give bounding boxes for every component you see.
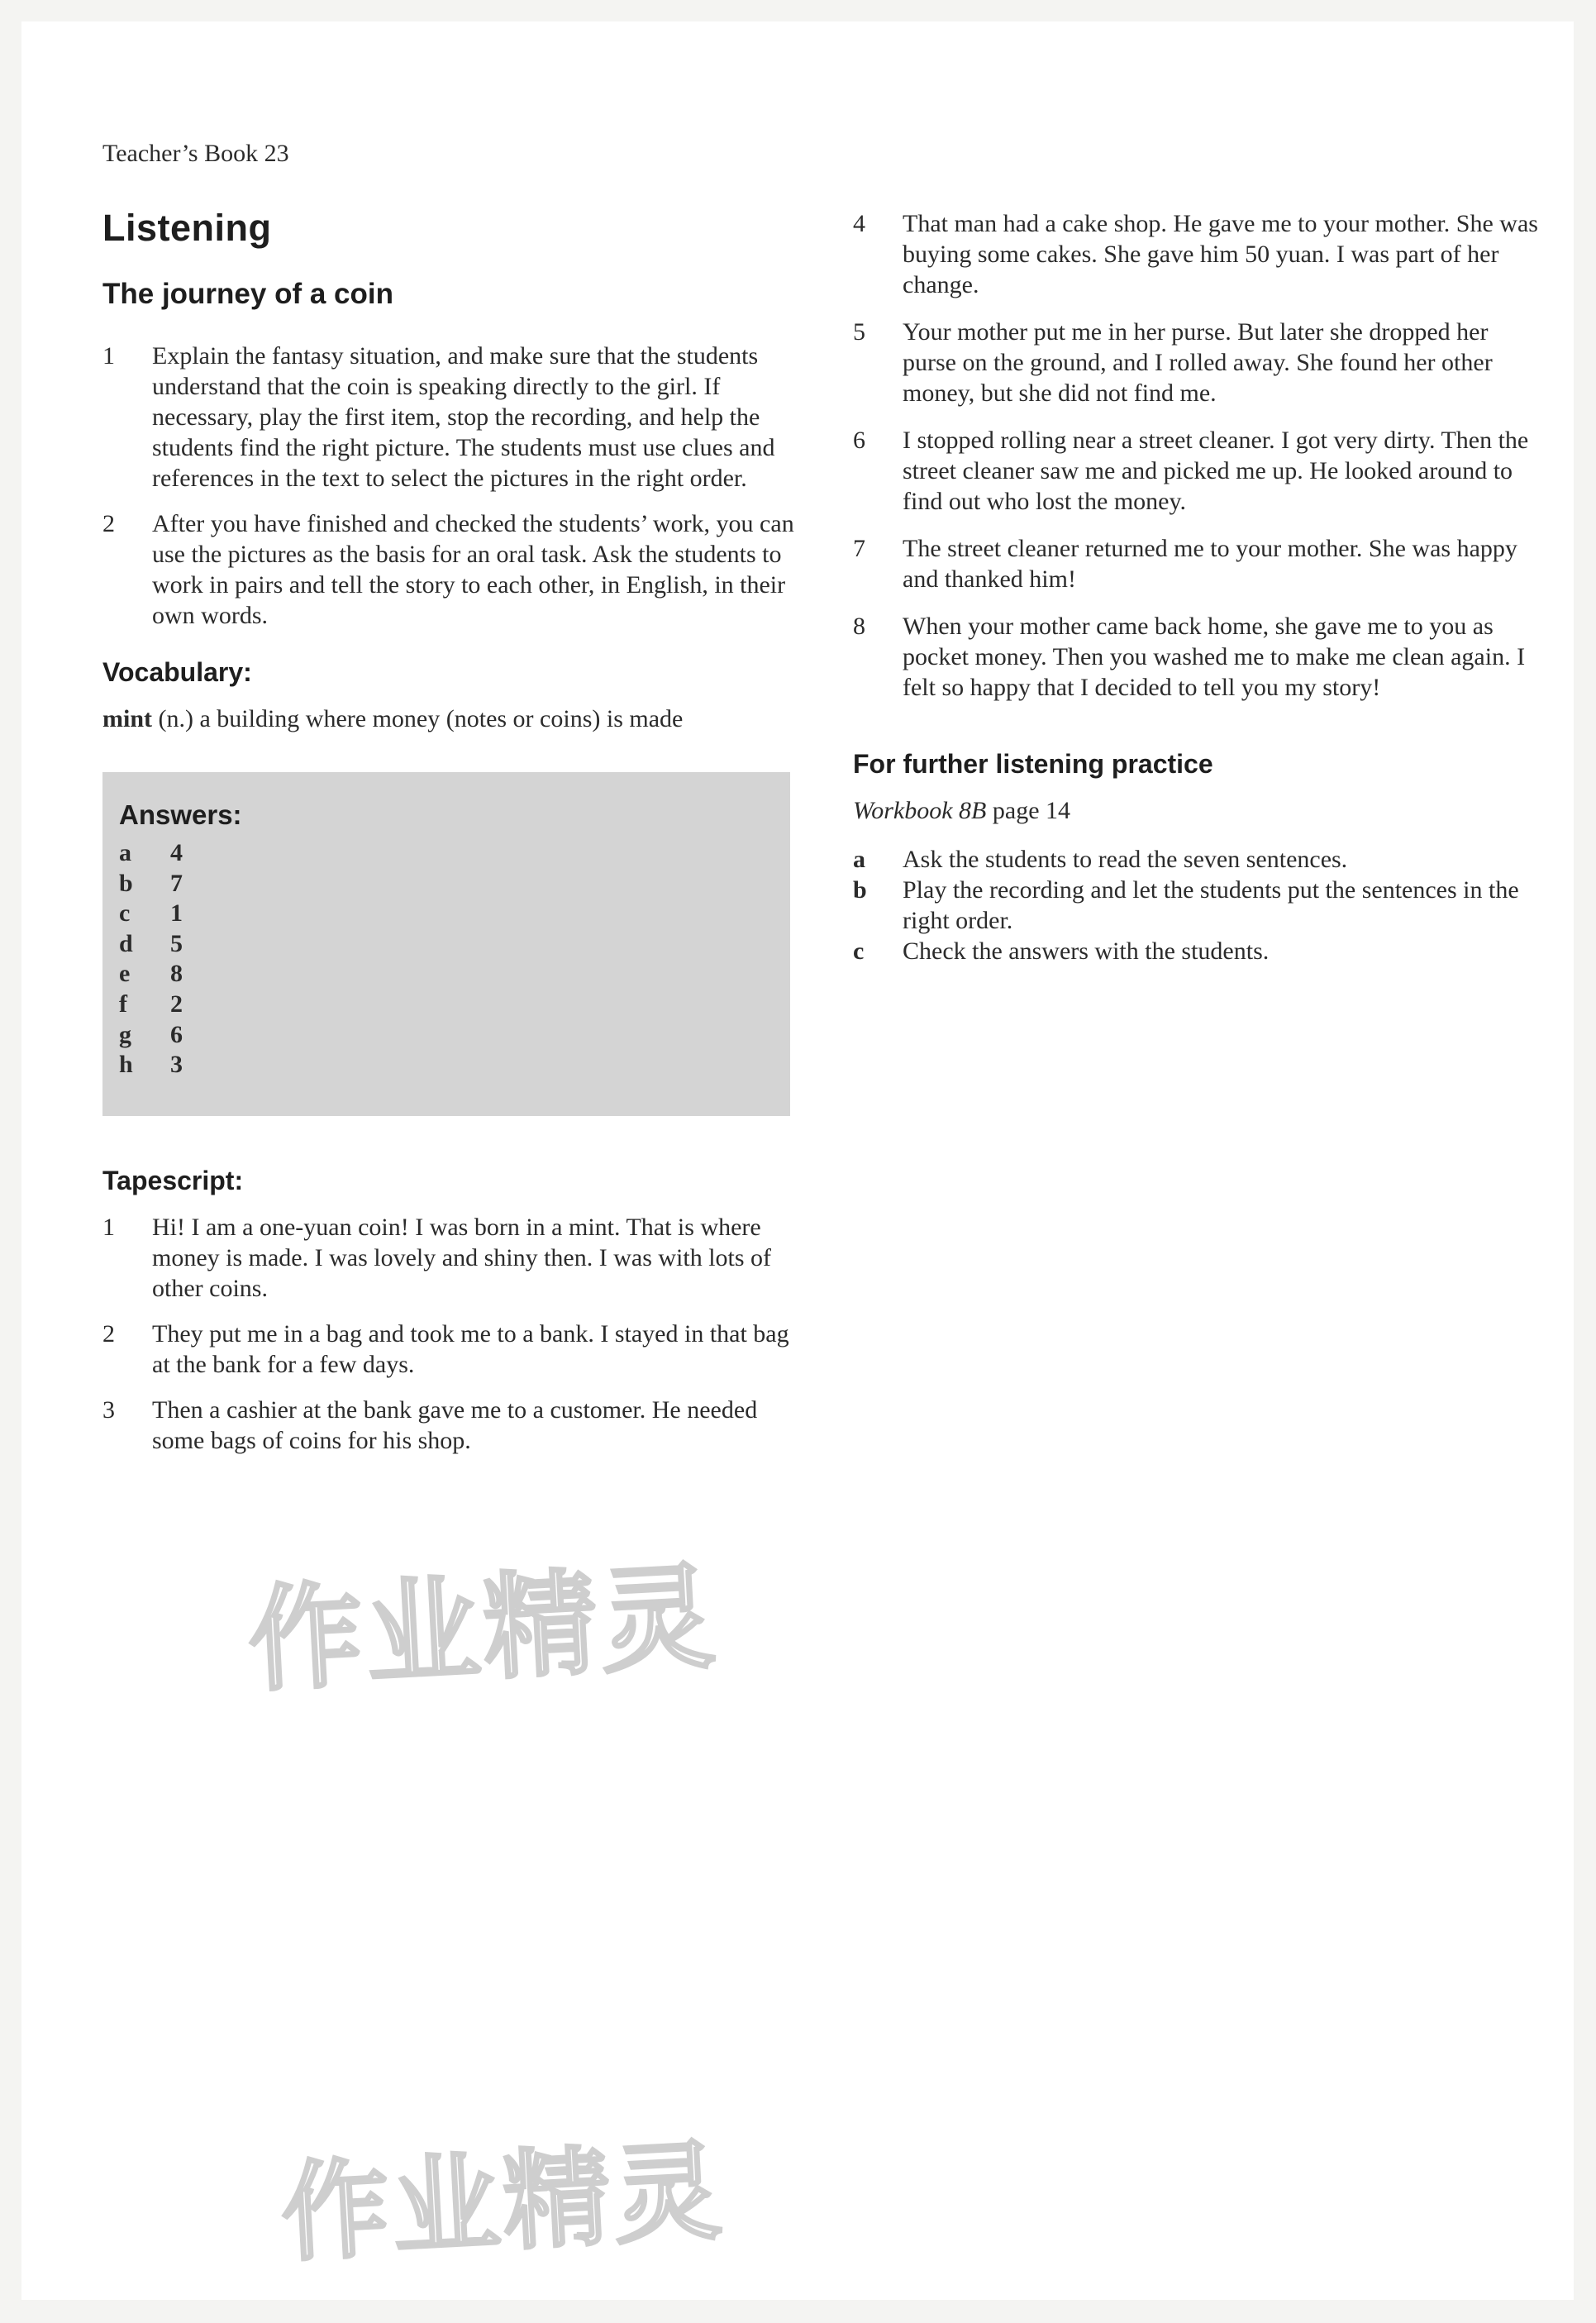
answer-row	[119, 869, 183, 899]
further-practice-item	[853, 875, 1547, 936]
journey-heading: The journey of a coin	[102, 278, 393, 310]
instruction-item	[102, 341, 797, 494]
instruction-number: 1	[102, 342, 115, 370]
answer-value: 8	[170, 960, 183, 988]
tapescript-text: That man had a cake shop. He gave me to your mother. She was buying some cakes. She gave him 50 yuan. I was part of her change.	[903, 210, 1538, 298]
answer-row	[119, 838, 183, 869]
answers-box	[102, 772, 790, 1116]
tapescript-text: Then a cashier at the bank gave me to a customer. He needed some bags of coins for his shop.	[152, 1396, 758, 1454]
answer-value: 4	[170, 839, 183, 866]
further-practice-letter: b	[853, 876, 867, 904]
tapescript-text: The street cleaner returned me to your mother. She was happy and thanked him!	[903, 535, 1517, 593]
tapescript-list-right	[853, 208, 1547, 703]
answers-title: Answers:	[119, 799, 242, 830]
answer-row	[119, 990, 183, 1020]
vocabulary-definition: (n.) a building where money (notes or coins) is made	[152, 705, 684, 732]
answer-letter: f	[119, 990, 127, 1018]
listening-heading: Listening	[102, 207, 272, 249]
answers-list	[119, 838, 183, 1080]
further-practice-letter: a	[853, 846, 865, 873]
instruction-text: Explain the fantasy situation, and make sure that the students understand that the coin is speaking directly to the girl. If necessary, play the first item, stop the recording, and help the students find the right picture. The students must use clues and references in the text to select the pictures in the right order.	[152, 342, 775, 492]
instruction-number: 2	[102, 510, 115, 537]
tapescript-list-left	[102, 1212, 797, 1456]
answer-row	[119, 959, 183, 990]
answer-letter: a	[119, 839, 131, 866]
vocabulary-word: mint	[102, 705, 152, 732]
tapescript-item	[102, 1212, 797, 1304]
tapescript-section	[102, 1164, 797, 1456]
vocabulary-entry	[102, 704, 797, 734]
watermark: 作业精灵	[278, 2128, 728, 2277]
answer-value: 5	[170, 929, 183, 957]
tapescript-heading: Tapescript:	[102, 1166, 244, 1195]
answer-value: 2	[170, 990, 183, 1018]
tapescript-text: Your mother put me in her purse. But later she dropped her purse on the ground, and I rolled away. She found her other money, but she did not find me.	[903, 318, 1493, 407]
answer-letter: h	[119, 1051, 133, 1079]
tapescript-item	[853, 425, 1547, 517]
further-practice-letter: c	[853, 937, 865, 965]
answer-row	[119, 899, 183, 929]
tapescript-text: When your mother came back home, she gave me to you as pocket money. Then you washed me to make me clean again. I felt so happy that I decided to tell you my story!	[903, 613, 1526, 701]
tapescript-text: They put me in a bag and took me to a bank. I stayed in that bag at the bank for a few days.	[152, 1320, 789, 1378]
watermark: 作业精灵	[245, 1550, 722, 1708]
answer-letter: g	[119, 1020, 131, 1048]
tapescript-number: 3	[102, 1396, 115, 1424]
workbook-reference	[853, 795, 1547, 826]
tapescript-number: 7	[853, 535, 865, 562]
tapescript-item	[853, 611, 1547, 703]
tapescript-number: 4	[853, 210, 865, 237]
further-practice-section	[853, 747, 1547, 966]
instruction-item	[102, 508, 797, 631]
tapescript-item	[853, 208, 1547, 300]
answer-row	[119, 1020, 183, 1051]
tapescript-item	[853, 533, 1547, 594]
answer-letter: d	[119, 929, 133, 957]
further-practice-list	[853, 844, 1547, 966]
tapescript-text: I stopped rolling near a street cleaner. I got very dirty. Then the street cleaner saw me and picked me up. He looked around to find out who lost the money.	[903, 427, 1529, 515]
answer-letter: e	[119, 960, 131, 988]
page-header: Teacher’s Book 23	[102, 140, 289, 167]
further-practice-text: Check the answers with the students.	[903, 937, 1270, 965]
answer-value: 1	[170, 899, 183, 928]
tapescript-number: 2	[102, 1320, 115, 1348]
tapescript-number: 8	[853, 613, 865, 640]
right-column	[853, 208, 1547, 966]
tapescript-number: 5	[853, 318, 865, 346]
answer-row	[119, 1050, 183, 1080]
tapescript-text: Hi! I am a one-yuan coin! I was born in a mint. That is where money is made. I was lovely and shiny then. I was with lots of other coins.	[152, 1214, 772, 1302]
workbook-title: Workbook 8B	[853, 797, 987, 824]
workbook-page: page 14	[986, 797, 1071, 824]
answer-letter: c	[119, 899, 131, 928]
answer-letter: b	[119, 869, 133, 897]
further-practice-text: Play the recording and let the students put the sentences in the right order.	[903, 876, 1519, 934]
further-practice-item	[853, 936, 1547, 966]
left-column	[102, 205, 797, 1471]
tapescript-item	[102, 1395, 797, 1456]
further-practice-text: Ask the students to read the seven sentences.	[903, 846, 1348, 873]
tapescript-item	[102, 1319, 797, 1380]
tapescript-number: 6	[853, 427, 865, 454]
tapescript-number: 1	[102, 1214, 115, 1241]
instructions-list	[102, 341, 797, 631]
answer-value: 6	[170, 1020, 183, 1048]
answer-row	[119, 929, 183, 960]
instruction-text: After you have finished and checked the students’ work, you can use the pictures as the basis for an oral task. Ask the students to work in pairs and tell the story to each other, in English, in their own words.	[152, 510, 794, 629]
tapescript-item	[853, 317, 1547, 408]
vocabulary-heading: Vocabulary:	[102, 657, 252, 687]
answer-value: 3	[170, 1051, 183, 1079]
further-practice-heading: For further listening practice	[853, 749, 1213, 779]
answer-value: 7	[170, 869, 183, 897]
further-practice-item	[853, 844, 1547, 875]
